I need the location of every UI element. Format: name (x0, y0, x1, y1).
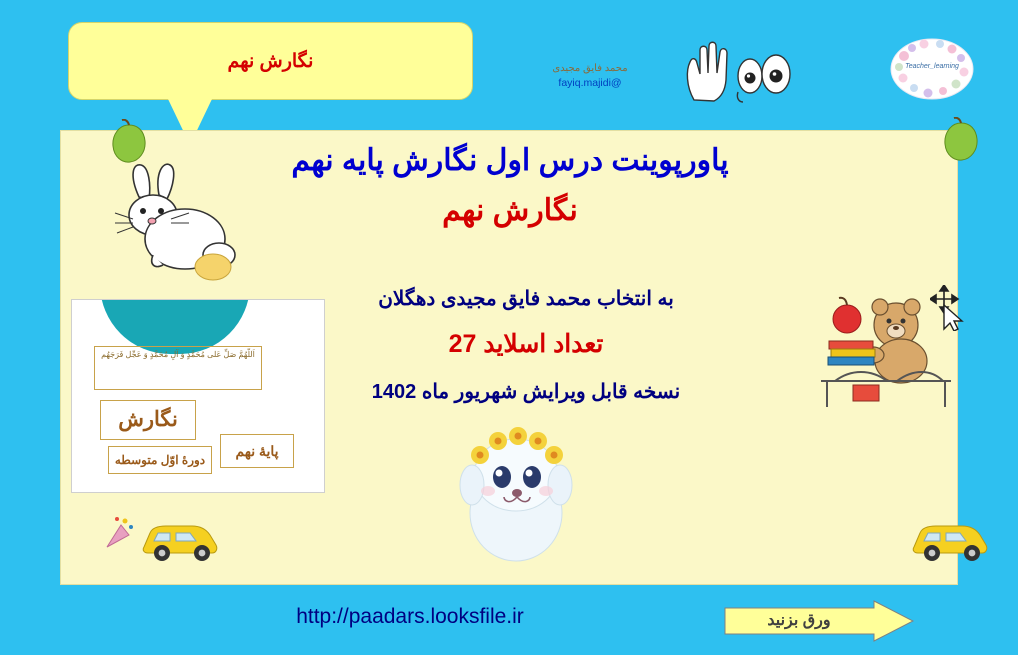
cover-level-tag: دورهٔ اوّل متوسطه (108, 446, 212, 474)
confetti-icon (103, 515, 135, 551)
puppy-illustration (436, 413, 596, 568)
author-line: به انتخاب محمد فایق مجیدی دهگلان (378, 288, 674, 310)
callout-bubble (68, 22, 473, 100)
author-email: fayiq.majidi@ (558, 77, 622, 89)
slide-title: پاورپوینت درس اول نگارش پایه نهم (291, 144, 729, 177)
cover-grade-tag: پایهٔ نهم (220, 434, 294, 468)
cover-arabic-phrase: اَللّهُمَّ صَلِّ عَلی مُحَمَّدٍ وَ آلِ مُحَمَّدٍ وَ عَجِّل فَرَجَهُم (94, 346, 262, 390)
author-name: محمد فایق مجیدی (552, 63, 628, 74)
mouse-cursor (930, 285, 970, 331)
slide-subtitle: نگارش نهم (442, 194, 578, 227)
next-button-label: ورق بزنید (767, 612, 831, 629)
slide-count-line: تعداد اسلاید 27 (448, 330, 604, 358)
content-panel (60, 130, 958, 585)
teacher-learning-badge (888, 36, 976, 102)
callout-text: نگارش نهم (227, 50, 314, 72)
author-credit (530, 62, 650, 91)
cover-subject-tag: نگارش (100, 400, 196, 440)
version-line: نسخه قابل ویرایش شهریور ماه 1402 (371, 381, 681, 403)
textbook-cover-image (71, 299, 325, 493)
badge-label: Teacher_learning (905, 63, 959, 70)
footer-url[interactable]: http://paadars.looksfile.ir (296, 605, 524, 628)
car-icon (136, 513, 226, 563)
car-icon (906, 513, 996, 563)
hand-and-eyes-icon (680, 40, 800, 105)
